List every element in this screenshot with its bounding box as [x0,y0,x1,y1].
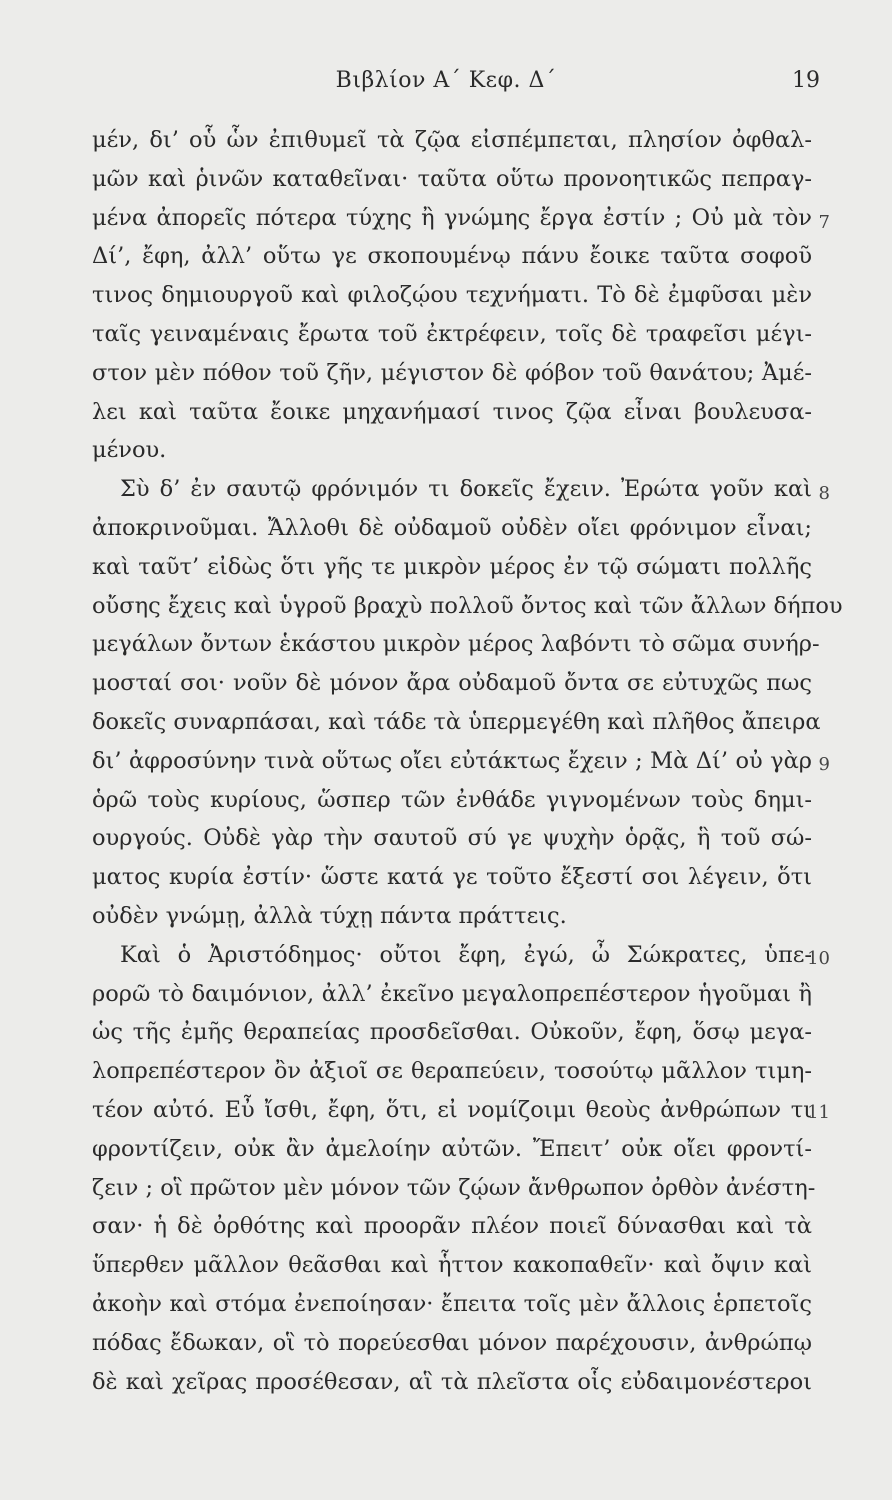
text-line: στον μὲν πόθον τοῦ ζῆν, μέγιστον δὲ φόβον τοῦ θανάτου; Ἀμέ- [92,359,812,386]
text-line: ὡς τῆς ἐμῆς θεραπείας προσδεῖσθαι. Οὐκοῦν, ἔφη, ὅσῳ μεγα- [92,1019,812,1046]
text-line: ζειν ; οἳ πρῶτον μὲν μόνον τῶν ζῴων ἄνθρωπον ὀρθὸν ἀνέστη- [92,1174,816,1201]
text-line: ταῖς γειναμέναις ἔρωτα τοῦ ἐκτρέφειν, τοῖς δὲ τραφεῖσι μέγι- [92,320,812,347]
running-title: Βιβλίον Α΄ Κεφ. Δ΄ [335,68,557,93]
text-line: οὐδὲν γνώμῃ, ἀλλὰ τύχῃ πάντα πράττεις. [92,902,567,929]
text-line: λει καὶ ταῦτα ἔοικε μηχανήμασί τινος ζῷα εἶναι βουλευσα- [92,398,812,425]
section-number: 9 [818,754,830,775]
text-line: ματος κυρία ἐστίν· ὥστε κατά γε τοῦτο ἔξεστί σοι λέγειν, ὅτι [92,864,812,891]
text-line: Καὶ ὁ Ἀριστόδημος· οὔτοι ἔφη, ἐγώ, ὦ Σώκρατες, ὑπε- [120,941,812,968]
section-number: 11 [807,1102,830,1123]
text-line: δι’ ἀφροσύνην τινὰ οὕτως οἴει εὐτάκτως ἔχειν ; Μὰ Δί’ οὐ γὰρ [92,747,812,774]
text-line: Δί’, ἔφη, ἀλλ’ οὕτω γε σκοπουμένῳ πάνυ ἔοικε ταῦτα σοφοῦ [92,243,812,270]
text-line: μεγάλων ὄντων ἑκάστου μικρὸν μέρος λαβόντι τὸ σῶμα συνήρ- [92,631,820,658]
text-line: μένου. [92,437,167,464]
text-line: φροντίζειν, οὐκ ἂν ἀμελοίην αὐτῶν. Ἔπειτ’ οὐκ οἴει φροντί- [92,1135,812,1162]
text-line: ὁρῶ τοὺς κυρίους, ὥσπερ τῶν ἐνθάδε γιγνομένων τοὺς δημι- [92,786,812,813]
text-line: μένα ἀπορεῖς πότερα τύχης ἢ γνώμης ἔργα ἐστίν ; Οὐ μὰ τὸν [92,204,812,231]
text-line: ουργούς. Οὐδὲ γὰρ τὴν σαυτοῦ σύ γε ψυχὴν ὁρᾷς, ἣ τοῦ σώ- [92,825,812,852]
text-line: Σὺ δ’ ἐν σαυτῷ φρόνιμόν τι δοκεῖς ἔχειν. Ἐρώτα γοῦν καὶ [120,476,812,503]
section-number: 7 [818,212,830,233]
running-head [0,64,892,100]
text-line: τέον αὐτό. Εὖ ἴσθι, ἔφη, ὅτι, εἰ νομίζοιμι θεοὺς ἀνθρώπων τι [92,1096,812,1123]
text-line: πόδας ἔδωκαν, οἳ τὸ πορεύεσθαι μόνον παρέχουσιν, ἀνθρώπῳ [92,1329,812,1356]
section-number: 10 [807,948,830,969]
text-line: καὶ ταῦτ’ εἰδὼς ὅτι γῆς τε μικρὸν μέρος ἐν τῷ σώματι πολλῆς [92,553,812,580]
text-line: λοπρεπέστερον ὂν ἀξιοῖ σε θεραπεύειν, τοσούτῳ μᾶλλον τιμη- [92,1058,812,1085]
section-number: 8 [818,483,830,504]
text-line: ἀκοὴν καὶ στόμα ἐνεποίησαν· ἔπειτα τοῖς μὲν ἄλλοις ἑρπετοῖς [92,1290,812,1317]
text-line: δὲ καὶ χεῖρας προσέθεσαν, αἳ τὰ πλεῖστα οἷς εὐδαιμονέστεροι [92,1368,812,1395]
text-line: οὔσης ἔχεις καὶ ὑγροῦ βραχὺ πολλοῦ ὄντος καὶ τῶν ἄλλων δήπου [92,592,843,619]
text-line: σαν· ἡ δὲ ὀρθότης καὶ προορᾶν πλέον ποιεῖ δύνασθαι καὶ τὰ [92,1213,812,1240]
text-line: ἀποκρινοῦμαι. Ἄλλοθι δὲ οὐδαμοῦ οὐδὲν οἴει φρόνιμον εἶναι; [92,514,812,541]
text-line: δοκεῖς συναρπάσαι, καὶ τάδε τὰ ὑπερμεγέθη καὶ πλῆθος ἄπειρα [92,708,821,735]
text-line: ρορῶ τὸ δαιμόνιον, ἀλλ’ ἐκεῖνο μεγαλοπρεπέστερον ἡγοῦμαι ἢ [92,980,812,1007]
text-line: μοσταί σοι· νοῦν δὲ μόνον ἄρα οὐδαμοῦ ὄντα σε εὐτυχῶς πως [92,670,812,697]
text-line: μῶν καὶ ῥινῶν καταθεῖναι· ταῦτα οὕτω προνοητικῶς πεπραγ- [92,165,812,192]
page-number: 19 [792,68,820,93]
text-line: τινος δημιουργοῦ καὶ φιλοζῴου τεχνήματι. Τὸ δὲ ἐμφῦσαι μὲν [92,282,812,309]
text-line: μέν, δι’ οὗ ὧν ἐπιθυμεῖ τὰ ζῷα εἰσπέμπεται, πλησίον ὀφθαλ- [92,127,812,153]
text-line: ὕπερθεν μᾶλλον θεᾶσθαι καὶ ἧττον κακοπαθεῖν· καὶ ὄψιν καὶ [92,1252,812,1279]
